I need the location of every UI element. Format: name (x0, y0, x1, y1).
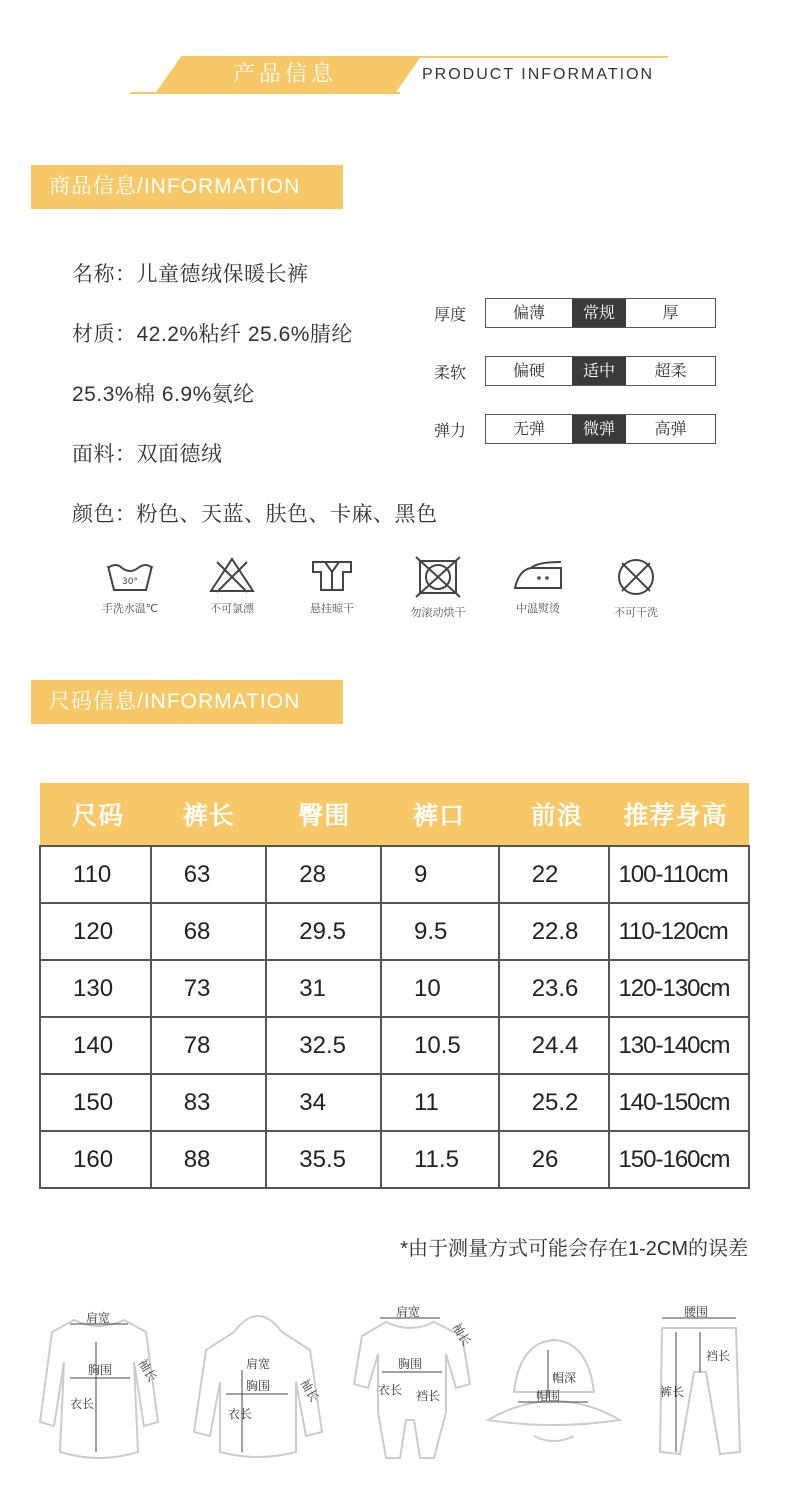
measurement-note: *由于测量方式可能会存在1-2CM的误差 (400, 1238, 748, 1260)
table-cell: 11 (381, 1074, 499, 1131)
table-cell: 100-110cm (609, 846, 749, 903)
care-label: 勿滚动烘干 (410, 606, 466, 619)
rating-softness (434, 356, 716, 386)
care-label: 不可干洗 (614, 606, 658, 619)
table-cell: 140 (40, 1017, 151, 1074)
wash-temp-label: 30° (122, 577, 138, 587)
label-sleeve: 袖长 (297, 1376, 322, 1405)
table-cell: 11.5 (381, 1131, 499, 1188)
product-fabric: 面料：双面德绒 (72, 443, 223, 466)
table-cell: 68 (151, 903, 267, 960)
product-material: 材质：42.2%粘纤 25.6%腈纶 (72, 323, 353, 346)
table-cell: 26 (499, 1131, 610, 1188)
section-info-header: 商品信息/INFORMATION (31, 165, 343, 209)
table-cell: 160 (40, 1131, 151, 1188)
table-cell: 140-150cm (609, 1074, 749, 1131)
care-hang-dry (292, 556, 372, 616)
care-label: 悬挂晾干 (310, 602, 354, 615)
rating-label: 柔软 (434, 362, 467, 382)
rating-option-selected: 适中 (572, 357, 626, 385)
table-cell: 31 (266, 960, 381, 1017)
table-cell: 130-140cm (609, 1017, 749, 1074)
rating-scale (485, 298, 716, 328)
section-size-header: 尺码信息/INFORMATION (31, 680, 343, 724)
iron-icon (509, 556, 567, 594)
size-table-header (40, 783, 749, 846)
label-shoulder: 肩宽 (86, 1311, 111, 1325)
table-cell: 28 (266, 846, 381, 903)
top-diagram (34, 1302, 164, 1472)
label-shoulder: 肩宽 (246, 1357, 271, 1371)
rating-label: 厚度 (434, 304, 467, 324)
table-cell: 63 (151, 846, 267, 903)
table-cell: 150 (40, 1074, 151, 1131)
label-shoulder: 肩宽 (396, 1305, 421, 1319)
rating-label: 弹力 (434, 420, 467, 440)
table-row (40, 903, 749, 960)
care-label: 手洗水温℃ (101, 602, 159, 615)
table-cell: 10.5 (381, 1017, 499, 1074)
label-sleeve: 袖长 (449, 1320, 474, 1349)
hang-dry-icon (307, 556, 357, 594)
care-no-tumble-dry (398, 556, 478, 620)
table-row (40, 960, 749, 1017)
product-material-cont: 25.3%棉 6.9%氨纶 (72, 383, 255, 406)
table-cell: 29.5 (266, 903, 381, 960)
hat-diagram (484, 1302, 624, 1472)
table-cell: 78 (151, 1017, 267, 1074)
label-chest: 胸围 (246, 1379, 271, 1393)
table-cell: 9 (381, 846, 499, 903)
col-header-size: 尺码 (40, 783, 151, 846)
table-cell: 35.5 (266, 1131, 381, 1188)
table-cell: 9.5 (381, 903, 499, 960)
table-cell: 32.5 (266, 1017, 381, 1074)
table-row (40, 1074, 749, 1131)
table-cell: 25.2 (499, 1074, 610, 1131)
no-dry-clean-icon (611, 556, 661, 598)
hoodie-diagram (188, 1302, 328, 1472)
rating-thickness (434, 298, 716, 328)
banner-subtitle: PRODUCT INFORMATION (422, 66, 655, 83)
rating-option-selected: 常规 (572, 299, 626, 327)
care-label: 不可氯漂 (210, 602, 254, 615)
care-no-dry-clean (596, 556, 676, 620)
label-length: 衣长 (70, 1397, 95, 1411)
label-hat-depth: 帽深 (552, 1371, 577, 1385)
table-cell: 10 (381, 960, 499, 1017)
no-bleach-icon (207, 556, 257, 594)
table-cell: 110 (40, 846, 151, 903)
rating-option: 高弹 (654, 419, 687, 438)
label-pants-length: 裤长 (660, 1385, 685, 1399)
table-cell: 34 (266, 1074, 381, 1131)
rating-scale (485, 356, 716, 386)
label-length: 衣长 (228, 1407, 253, 1421)
table-cell: 88 (151, 1131, 267, 1188)
label-waist: 腰围 (684, 1305, 709, 1319)
care-iron-medium (498, 556, 578, 616)
rating-option: 无弹 (512, 419, 545, 438)
no-tumble-dry-icon (413, 556, 463, 598)
table-cell: 120 (40, 903, 151, 960)
label-sleeve: 袖长 (135, 1356, 160, 1385)
label-crotch: 裆长 (416, 1389, 441, 1403)
label-chest: 胸围 (88, 1363, 113, 1377)
table-cell: 83 (151, 1074, 267, 1131)
banner-title: 产品信息 (232, 62, 337, 87)
col-header-pant-length: 裤长 (151, 783, 267, 846)
table-cell: 22.8 (499, 903, 610, 960)
product-name: 名称：儿童德绒保暖长裤 (72, 263, 309, 286)
rating-option: 偏硬 (512, 361, 545, 380)
rating-option: 超柔 (654, 361, 687, 380)
table-cell: 23.6 (499, 960, 610, 1017)
label-chest: 胸围 (398, 1357, 423, 1371)
hand-wash-icon (100, 556, 160, 594)
table-cell: 130 (40, 960, 151, 1017)
table-cell: 24.4 (499, 1017, 610, 1074)
col-header-hip: 臀围 (266, 783, 381, 846)
label-length: 衣长 (378, 1383, 403, 1397)
rating-elasticity (434, 414, 716, 444)
table-cell: 120-130cm (609, 960, 749, 1017)
rating-option-selected: 微弹 (572, 415, 626, 443)
col-header-leg-opening: 裤口 (381, 783, 499, 846)
table-cell: 73 (151, 960, 267, 1017)
product-colors: 颜色：粉色、天蓝、肤色、卡麻、黑色 (72, 503, 438, 526)
table-row (40, 1131, 749, 1188)
table-cell: 22 (499, 846, 610, 903)
table-row (40, 1017, 749, 1074)
rating-scale (485, 414, 716, 444)
col-header-front-rise: 前浪 (499, 783, 610, 846)
label-hat-circumference: 帽围 (536, 1389, 561, 1403)
rating-option: 偏薄 (512, 303, 545, 322)
romper-diagram (348, 1302, 478, 1472)
care-label: 中温熨烫 (516, 602, 560, 615)
table-cell: 150-160cm (609, 1131, 749, 1188)
col-header-height: 推荐身高 (609, 783, 749, 846)
size-table (39, 783, 750, 1189)
rating-option: 厚 (662, 303, 679, 322)
care-no-bleach (192, 556, 272, 616)
care-hand-wash (90, 556, 170, 616)
pants-diagram (650, 1302, 750, 1472)
table-row (40, 846, 749, 903)
banner-line-right (390, 56, 668, 58)
label-crotch: 裆长 (706, 1349, 731, 1363)
table-cell: 110-120cm (609, 903, 749, 960)
